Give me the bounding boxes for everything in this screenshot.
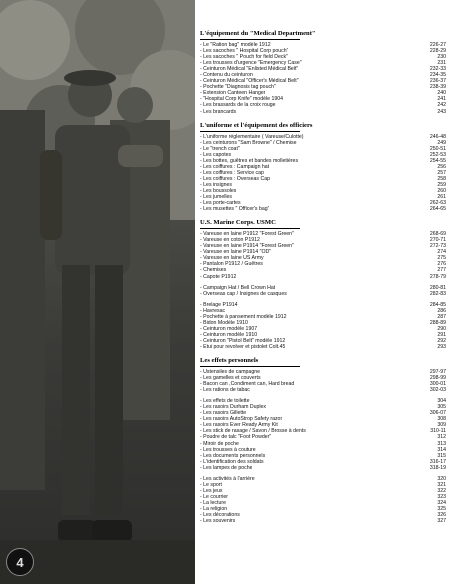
entry-page-number: 325	[437, 506, 446, 512]
section-divider	[200, 366, 300, 367]
entry-page-number: 254-55	[429, 157, 446, 164]
entry-page-number: 242	[437, 102, 446, 109]
entry-label: - Les souvenirs	[200, 518, 236, 525]
entry-label: - L'identification des soldats	[200, 458, 264, 465]
entry-page-number: 234-35	[429, 72, 446, 79]
entry-label: - Brelage P1914	[200, 301, 238, 308]
toc-section	[200, 122, 446, 213]
entry-label: - Chemises	[200, 267, 227, 274]
entry-label: - Les gamelles et couverts	[200, 375, 261, 382]
section-divider	[200, 228, 300, 229]
entry-page-number: 326	[437, 512, 446, 519]
entry-label: - Ceinturon modèle 1907	[200, 325, 258, 332]
entry-label: - Havresac	[200, 307, 226, 314]
entry-page-number: 260	[437, 187, 446, 194]
entry-label: - Les rasoirs Durham Duplex	[200, 404, 267, 411]
entry-list	[200, 398, 446, 471]
entry-label: - Campaign Hat / Bell Crown Hat	[200, 284, 276, 291]
entry-page-number: 309	[437, 422, 446, 429]
entry-page-number: 324	[437, 499, 446, 506]
entry-label: - Les coiffures : Campaign hat	[200, 163, 270, 170]
entry-page-number: 288-89	[429, 319, 446, 326]
entry-label: - Poudre de talc "Foot Powder"	[200, 434, 272, 441]
entry-label: - Pochette à pansement modèle 1912	[200, 313, 287, 320]
toc-entry	[200, 109, 446, 115]
entry-page-number: 316-17	[429, 458, 446, 465]
entry-page-number: 226-27	[429, 42, 446, 48]
entry-label: - Les rasoirs Ever Ready Army Kit	[200, 422, 278, 429]
entry-page-number: 320	[437, 475, 446, 482]
entry-page-number: 232-33	[429, 66, 446, 73]
entry-page-number: 238-39	[429, 84, 446, 91]
entry-page-number: 270-71	[429, 237, 446, 244]
entry-page-number: 314	[437, 446, 446, 453]
entry-page-number: 277	[437, 267, 446, 274]
entry-page-number: 312	[437, 434, 446, 441]
entry-page-number: 256	[437, 163, 446, 170]
entry-label: - Ustensiles de campagne	[200, 369, 260, 376]
entry-page-number: 262-63	[429, 200, 446, 207]
entry-label: - Miroir de poche	[200, 440, 239, 447]
entry-page-number: 293	[437, 343, 446, 350]
entry-page-number: 241	[437, 96, 446, 103]
entry-label: - Overseas cap / Insignes de casques	[200, 290, 287, 297]
entry-page-number: 286	[437, 307, 446, 314]
entry-label: - Les insignes	[200, 181, 233, 188]
toc-section	[200, 30, 446, 115]
entry-label: - Les bottes, guêtres et bandes molletières	[200, 157, 299, 164]
entry-label: - Etui pour revolver et pistolet Colt.45	[200, 343, 286, 350]
entry-page-number: 249	[437, 139, 446, 146]
entry-page-number: 302-03	[429, 387, 446, 394]
entry-page-number: 305	[437, 404, 446, 411]
entry-page-number: 318-19	[429, 464, 446, 471]
entry-page-number: 315	[437, 452, 446, 459]
entry-page-number: 258	[437, 175, 446, 182]
entry-page-number: 230	[437, 54, 446, 61]
toc-section	[200, 357, 446, 524]
toc-entry	[200, 344, 446, 350]
entry-page-number: 306-07	[429, 410, 446, 417]
entry-page-number: 321	[437, 481, 446, 488]
entry-page-number: 261	[437, 194, 446, 201]
entry-page-number: 304	[437, 398, 446, 405]
entry-label: - Les porte-cartes	[200, 200, 241, 207]
entry-page-number: 290	[437, 325, 446, 332]
entry-label: - Les ceinturons "Sam Browne" / Chemise	[200, 139, 297, 146]
entry-label: - Le "trench coat"	[200, 145, 240, 152]
entry-label: - L'uniforme réglementaire ( Vareuse/Culotte)	[200, 133, 304, 140]
entry-page-number: 280-81	[429, 284, 446, 291]
entry-label: - Le courrier	[200, 493, 228, 500]
entry-label: - Pantalon P1912 / Guêtres	[200, 261, 263, 268]
entry-label: - Les lampes de poche	[200, 464, 253, 471]
toc-entry	[200, 206, 446, 212]
section-title: L'équipement du "Medical Department"	[200, 30, 316, 37]
entry-label: - Vareuse en laine P1912 "Forest Green"	[200, 231, 294, 238]
entry-label: - Contenu du ceinturon	[200, 72, 253, 79]
entry-list	[200, 476, 446, 524]
entry-label: - Les jeux	[200, 487, 223, 494]
entry-page-number: 274	[437, 249, 446, 256]
entry-label: - Vareuse en laine P1914 "Forest Green"	[200, 243, 294, 250]
entry-page-number: 322	[437, 487, 446, 494]
entry-page-number: 250-51	[429, 145, 446, 152]
entry-label: - Le sport	[200, 481, 222, 488]
entry-page-number: 291	[437, 331, 446, 338]
section-title: U.S. Marine Corps. USMC	[200, 219, 276, 227]
entry-page-number: 327	[437, 518, 446, 525]
entry-label: - Les sacoches " Hospital Corp pouch"	[200, 48, 289, 55]
entry-page-number: 259	[437, 181, 446, 188]
entry-page-number: 246-48	[429, 133, 446, 140]
entry-label: - Extension Canteen Hanger	[200, 90, 266, 97]
entry-label: - La religion	[200, 506, 228, 512]
entry-label: - Les documents personnels	[200, 452, 266, 459]
entry-label: - Les brassards de la croix rouge	[200, 102, 276, 109]
entry-page-number: 275	[437, 255, 446, 262]
entry-page-number: 272-73	[429, 243, 446, 250]
entry-page-number: 228-29	[429, 48, 446, 55]
entry-label: - Les trousses à couture	[200, 446, 256, 453]
toc-entry	[200, 518, 446, 524]
entry-page-number: 313	[437, 440, 446, 447]
entry-label: - Vareuse en coton P1912	[200, 237, 260, 244]
entry-label: - Vareuse en laine P1914 "OD"	[200, 249, 272, 256]
entry-page-number: 297-97	[429, 369, 446, 376]
entry-label: - Les musettes " Officer's bag"	[200, 206, 270, 213]
entry-label: - Ceinturon Médical "Enlisted Médical Belt"	[200, 66, 299, 73]
entry-label: - Les rations de tabac	[200, 387, 250, 394]
entry-label: - Les rasoirs AutoStrop Safety razor	[200, 416, 283, 423]
entry-label: - Vareuse en laine US Army	[200, 255, 264, 262]
entry-label: - Les trousses d'urgence "Emergency Case"	[200, 60, 302, 67]
photo-illustration	[0, 0, 195, 584]
entry-label: - Capote P1912	[200, 273, 237, 280]
entry-label: - Les rasoirs Gillette	[200, 410, 247, 417]
entry-label: - Ceinturon modèle 1910	[200, 331, 258, 338]
entry-page-number: 264-65	[429, 206, 446, 213]
entry-list	[200, 302, 446, 350]
entry-label: - La lecture	[200, 499, 226, 506]
entry-page-number: 268-69	[429, 231, 446, 238]
entry-page-number: 282-83	[429, 290, 446, 297]
entry-list	[200, 231, 446, 279]
entry-label: - Les sacoches " Pouch for field Deck"	[200, 54, 288, 61]
entry-label: - "Hospital Corp Knife" modèle 1904	[200, 96, 283, 103]
entry-page-number: 287	[437, 313, 446, 320]
entry-page-number: 231	[437, 60, 446, 67]
table-of-contents	[200, 30, 446, 531]
toc-section	[200, 219, 446, 350]
entry-label: - Bidon Modèle 1910	[200, 319, 248, 326]
entry-label: - Ceinturon Médical "Officer's Médical Belt"	[200, 78, 299, 85]
chapter-number-badge: 4	[6, 548, 34, 576]
entry-label: - Ceinturon "Pistol Belt" modèle 1912	[200, 337, 286, 344]
soldiers-photograph	[0, 0, 195, 584]
entry-page-number: 243	[437, 108, 446, 115]
entry-label: - Les activités à l'arrière	[200, 475, 255, 482]
entry-label: - Bacon can ,Condiment can, Hard bread	[200, 381, 295, 388]
entry-list	[200, 369, 446, 393]
entry-label: - Les décorations	[200, 512, 240, 519]
entry-label: - Les jumelles	[200, 194, 233, 201]
entry-page-number: 240	[437, 90, 446, 97]
entry-page-number: 257	[437, 169, 446, 176]
entry-page-number: 308	[437, 416, 446, 423]
entry-label: - Les coiffures : Overseas Cap	[200, 175, 270, 182]
entry-label: - Les capotes	[200, 151, 232, 158]
entry-page-number: 300-01	[429, 381, 446, 388]
entry-list	[200, 285, 446, 297]
entry-page-number: 252-53	[429, 151, 446, 158]
entry-page-number: 298-99	[429, 375, 446, 382]
entry-label: - Les boussoles	[200, 187, 237, 194]
section-title: Les effets personnels	[200, 357, 259, 365]
entry-label: - Les brancards	[200, 108, 237, 115]
section-title: L'uniforme et l'équipement des officiers	[200, 121, 313, 129]
entry-page-number: 310-11	[430, 428, 446, 435]
entry-page-number: 276	[437, 261, 446, 268]
entry-label: - Les effets de toilette	[200, 398, 250, 405]
entry-page-number: 323	[437, 493, 446, 500]
entry-list	[200, 134, 446, 213]
entry-list	[200, 42, 446, 115]
entry-label: - Pochette "Diagnosis tag pouch"	[200, 84, 276, 91]
section-divider	[200, 39, 300, 40]
entry-page-number: 278-79	[429, 273, 446, 280]
entry-label: - Les stick de rasage / Savon / Brosse à dents	[200, 428, 306, 435]
entry-page-number: 236-37	[429, 78, 446, 85]
entry-page-number: 284-85	[429, 301, 446, 308]
entry-label: - Le "Ration bag" modèle 1912	[200, 42, 271, 48]
entry-label: - Les coiffures : Service cap	[200, 169, 264, 176]
entry-page-number: 292	[437, 337, 446, 344]
section-divider	[200, 131, 300, 132]
